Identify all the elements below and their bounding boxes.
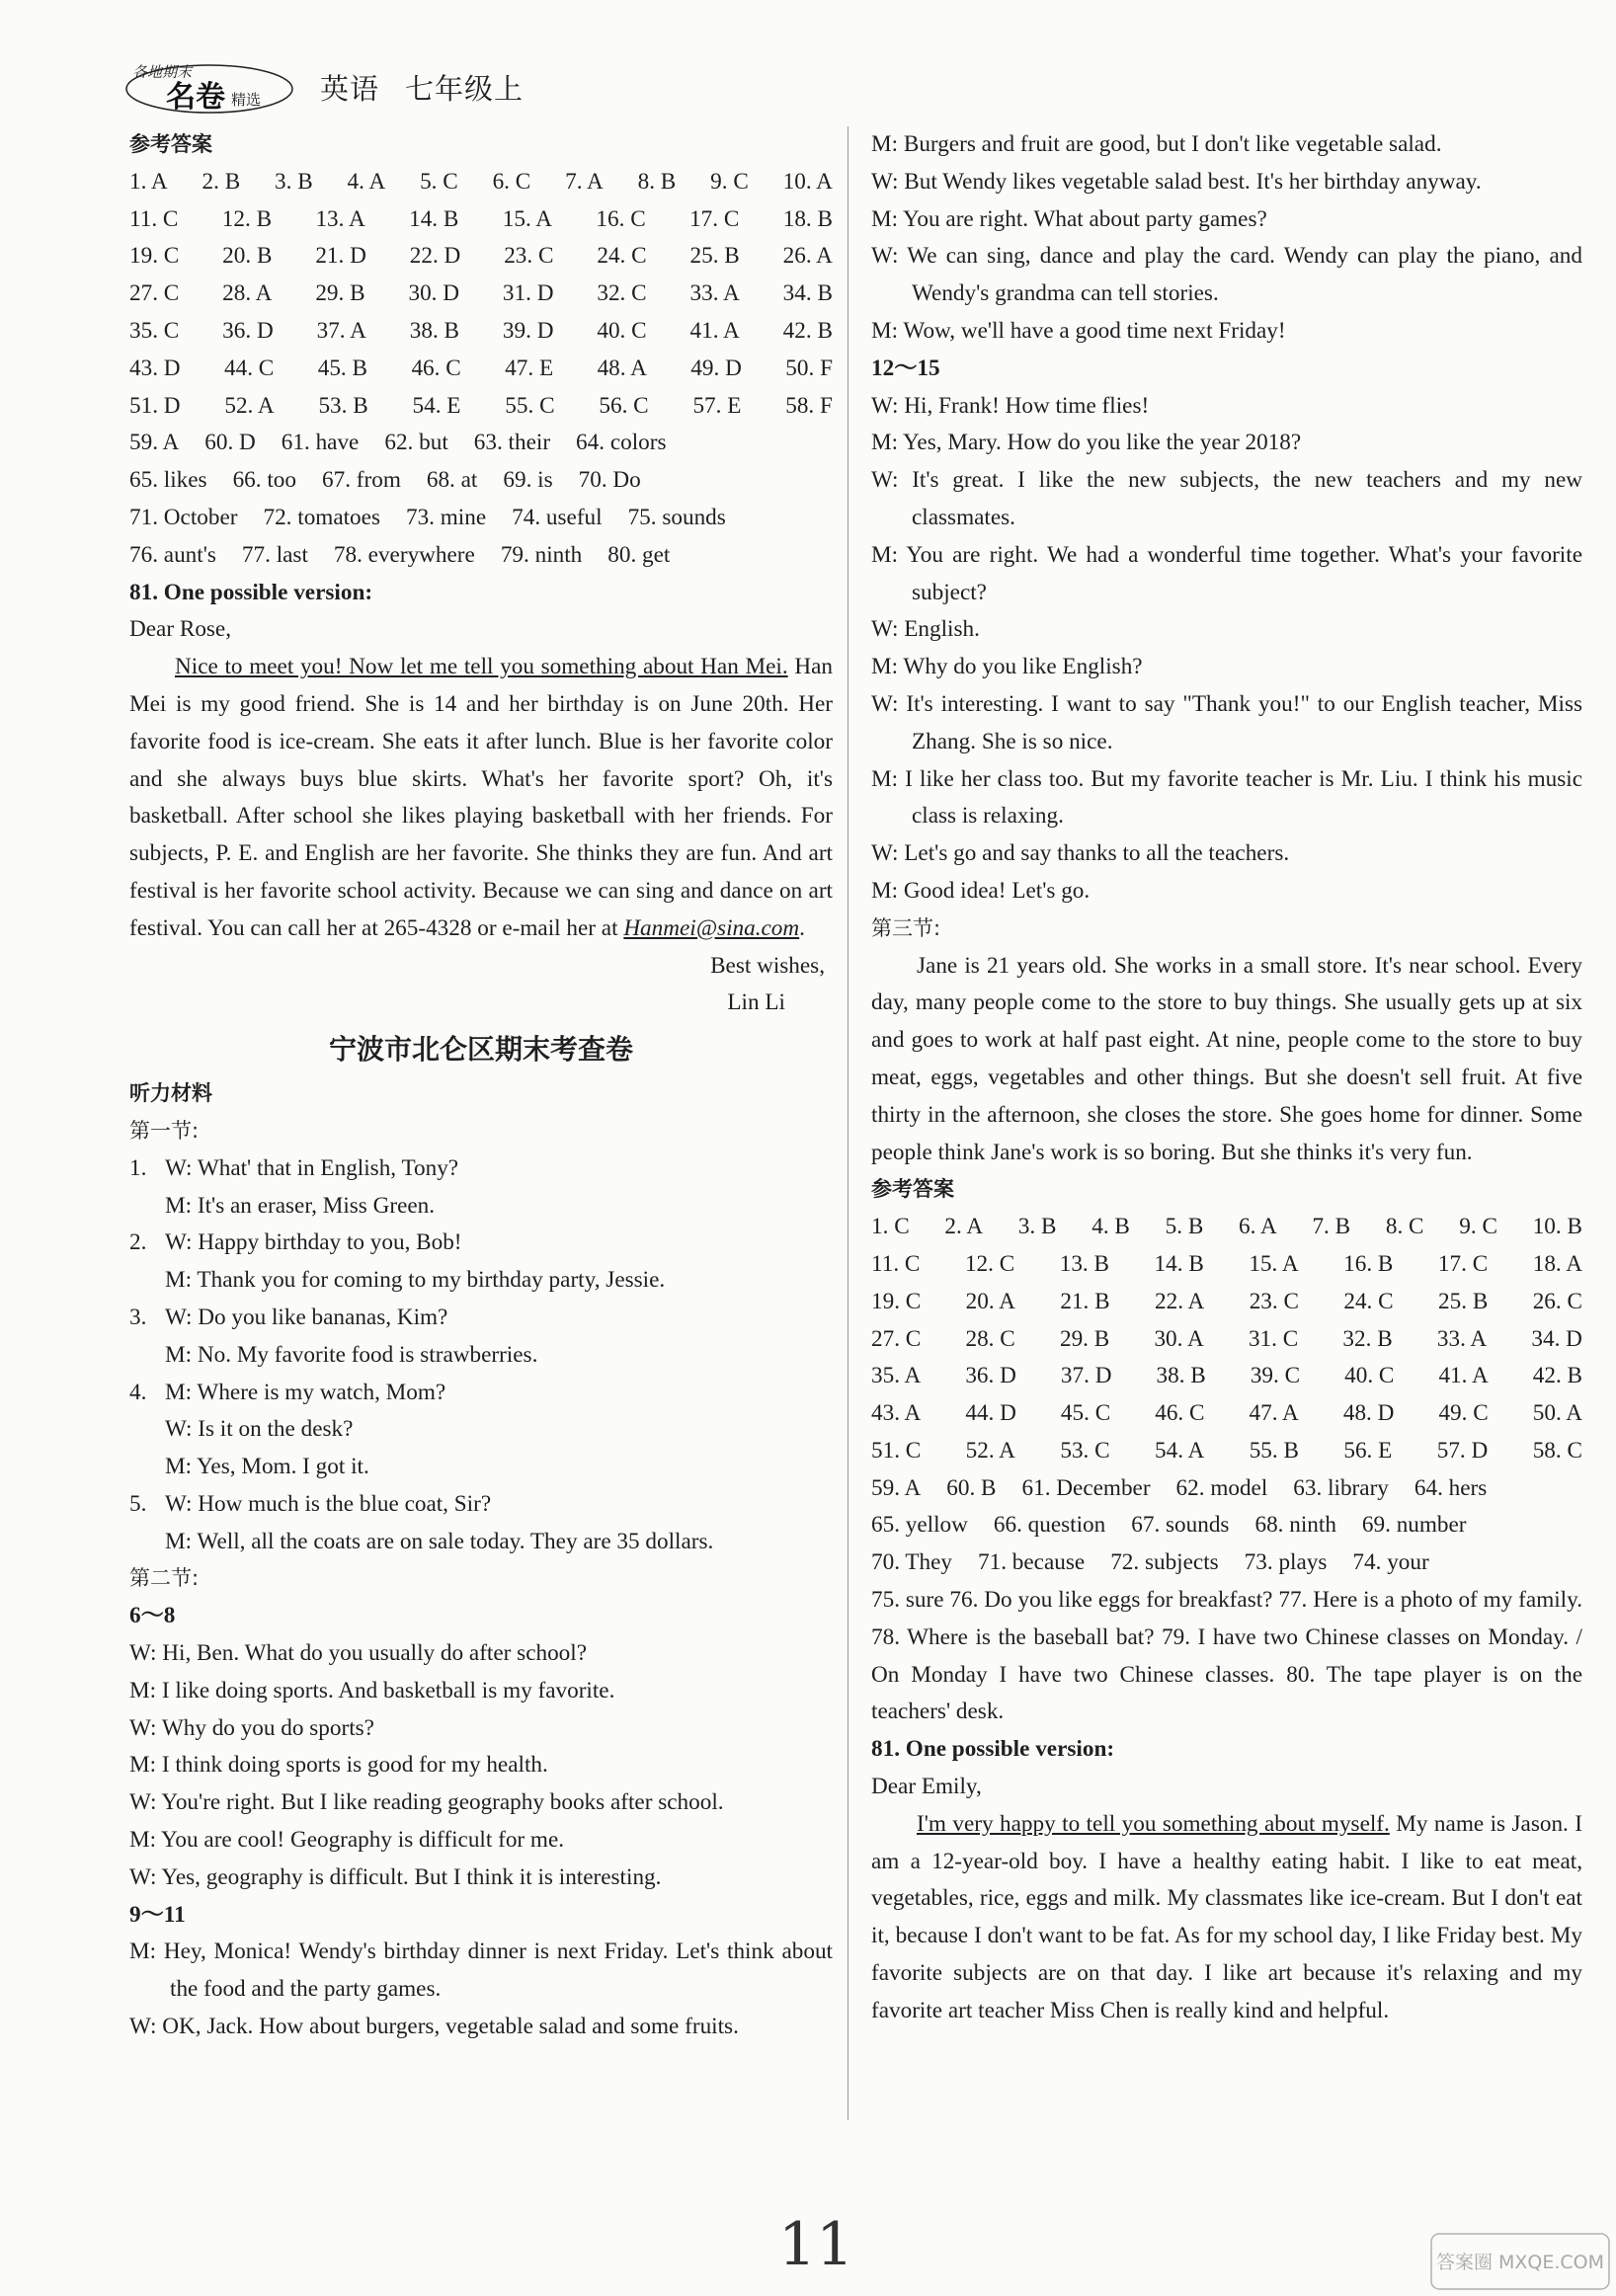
answer-item: 67. sounds bbox=[1131, 1512, 1230, 1539]
answer-row bbox=[871, 1284, 1582, 1321]
item-number: 3. bbox=[129, 1304, 147, 1330]
answer-item: 15. A bbox=[1249, 1250, 1299, 1277]
answer-item: 24. C bbox=[1343, 1288, 1394, 1314]
dialogue-line: W: Yes, geography is difficult. But I think it is interesting. bbox=[129, 1863, 662, 1890]
answer-item: 70. Do bbox=[578, 467, 641, 494]
answer-item: 78. everywhere bbox=[333, 541, 475, 568]
answer-row bbox=[871, 1395, 1582, 1433]
answer-item: 11. C bbox=[129, 205, 179, 232]
dialogue-line: M: I like her class too. But my favorite teacher is Mr. Liu. I think his music class is relaxing. bbox=[871, 765, 1582, 830]
listening-item-line bbox=[129, 1262, 833, 1300]
essay-text-2: My name is Jason. I am a 12-year-old boy. I have a healthy eating habit. I like to eat meat, vegetables, rice, eggs and milk. My classmates like ice-cream. But I don't eat it, because I don't want to be fat. As for my school day, I like Friday best. My favorite subjects are on that day. I like art because it's relaxing and my favorite art teacher Miss Chen is really kind and helpful. bbox=[871, 1810, 1582, 2023]
dialogue-3-label: 12～15 bbox=[871, 355, 940, 381]
answer-item: 57. E bbox=[692, 392, 742, 419]
answer-item: 1. A bbox=[129, 168, 168, 195]
left-column bbox=[129, 126, 833, 2046]
answer-item: 66. question bbox=[993, 1512, 1106, 1539]
answer-item: 39. D bbox=[502, 317, 554, 344]
answer-item: 36. D bbox=[222, 317, 274, 344]
answer-item: 4. A bbox=[347, 168, 386, 195]
answer-item: 12. B bbox=[221, 205, 273, 232]
answer-item: 51. C bbox=[871, 1437, 922, 1464]
answer-row bbox=[129, 462, 833, 500]
answer-item: 42. B bbox=[782, 317, 833, 344]
answer-item: 40. C bbox=[1344, 1363, 1395, 1389]
answer-item: 20. A bbox=[965, 1288, 1015, 1314]
section-3-label: 第三节: bbox=[871, 915, 941, 940]
answer-item: 52. A bbox=[965, 1437, 1015, 1464]
email-link[interactable] bbox=[623, 915, 799, 941]
dialogue-line: W: It's great. I like the new subjects, the new teachers and my new classmates. bbox=[871, 467, 1582, 530]
listening-item-line bbox=[129, 1524, 833, 1561]
listening-item-line bbox=[129, 1337, 833, 1375]
answer-item: 22. A bbox=[1155, 1288, 1205, 1314]
item-number: 5. bbox=[129, 1490, 147, 1517]
answer-item: 19. C bbox=[871, 1288, 922, 1314]
item-number: 2. bbox=[129, 1229, 147, 1256]
dialogue-line: M: Good idea! Let's go. bbox=[871, 877, 1091, 904]
answer-item: 58. F bbox=[785, 392, 833, 419]
answer-item: 14. B bbox=[1154, 1250, 1204, 1277]
answer-item: 33. A bbox=[689, 280, 740, 307]
listening-item-line bbox=[129, 1486, 833, 1524]
answer-item: 80. get bbox=[607, 541, 671, 568]
essay-body bbox=[129, 649, 833, 947]
dialogue-line: M: Why do you like English? bbox=[871, 654, 1143, 680]
answer-item: 8. B bbox=[637, 168, 677, 195]
answers-tail: 75. sure 76. Do you like eggs for breakfast? 77. Here is a photo of my family. 78. Where is the baseball bat? 79. I have two Chinese classes on Monday. / On Monday I have two Chinese classes. 80. The tape player is on the teachers' desk. bbox=[871, 1587, 1582, 1725]
dialogue-2 bbox=[129, 1934, 833, 2045]
answers-title: 参考答案 bbox=[129, 132, 212, 156]
answer-item: 75. sounds bbox=[627, 504, 726, 530]
answer-item: 4. B bbox=[1091, 1214, 1130, 1240]
answer-item: 18. A bbox=[1532, 1250, 1582, 1277]
answer-item: 60. B bbox=[946, 1474, 997, 1501]
answer-item: 53. B bbox=[318, 392, 368, 419]
answer-item: 36. D bbox=[965, 1363, 1016, 1389]
item-text: W: Do you like bananas, Kim? bbox=[165, 1304, 448, 1330]
essay-greeting-2: Dear Emily, bbox=[871, 1774, 982, 1800]
answer-item: 31. C bbox=[1248, 1325, 1299, 1352]
answer-item: 47. A bbox=[1249, 1400, 1299, 1427]
answer-row bbox=[871, 1321, 1582, 1359]
answer-item: 23. C bbox=[1249, 1288, 1299, 1314]
answer-item: 56. E bbox=[1343, 1437, 1393, 1464]
answer-row bbox=[871, 1209, 1582, 1246]
listening-item-line bbox=[129, 1225, 833, 1262]
closing: Best wishes, bbox=[710, 952, 825, 979]
dialogue-line: M: Yes, Mary. How do you like the year 2018? bbox=[871, 430, 1302, 456]
answer-item: 76. aunt's bbox=[129, 541, 216, 568]
dialogue-1 bbox=[129, 1635, 833, 1897]
dialogue-line: W: Hi, Ben. What do you usually do after school? bbox=[129, 1640, 588, 1667]
item-text: M: Thank you for coming to my birthday party, Jessie. bbox=[165, 1267, 666, 1294]
dialogue-line: M: You are right. We had a wonderful time together. What's your favorite subject? bbox=[871, 541, 1582, 605]
answer-item: 34. B bbox=[782, 280, 833, 307]
answer-item: 41. A bbox=[1438, 1363, 1489, 1389]
answer-item: 59. A bbox=[871, 1474, 922, 1501]
answer-item: 48. D bbox=[1342, 1400, 1395, 1427]
answer-item: 20. B bbox=[222, 243, 273, 270]
answer-row bbox=[129, 351, 833, 388]
dialogue-line: M: You are cool! Geography is difficult for me. bbox=[129, 1827, 565, 1854]
answer-item: 70. They bbox=[871, 1549, 953, 1576]
answer-item: 35. A bbox=[871, 1363, 922, 1389]
answer-grid-2 bbox=[871, 1209, 1582, 1582]
answer-item: 54. A bbox=[1155, 1437, 1205, 1464]
answer-item: 63. library bbox=[1293, 1474, 1389, 1501]
answer-item: 21. B bbox=[1060, 1288, 1110, 1314]
listening-label: 听力材料 bbox=[129, 1081, 212, 1106]
answer-row bbox=[129, 238, 833, 276]
dialogue-line: W: Hi, Frank! How time flies! bbox=[871, 392, 1150, 419]
answer-item: 71. because bbox=[978, 1549, 1086, 1576]
answer-item: 53. C bbox=[1060, 1437, 1110, 1464]
answers-title-2: 参考答案 bbox=[871, 1177, 954, 1202]
answer-item: 44. D bbox=[965, 1400, 1016, 1427]
answer-item: 17. C bbox=[689, 205, 740, 232]
answer-item: 54. E bbox=[412, 392, 461, 419]
answer-item: 69. number bbox=[1361, 1512, 1467, 1539]
answer-item: 50. F bbox=[785, 355, 833, 381]
essay-opening: Nice to meet you! Now let me tell you something about Han Mei. bbox=[175, 654, 788, 680]
answer-item: 5. B bbox=[1165, 1214, 1204, 1240]
answer-item: 2. A bbox=[944, 1214, 984, 1240]
answer-item: 73. plays bbox=[1244, 1549, 1328, 1576]
item-text: W: What' that in English, Tony? bbox=[165, 1154, 459, 1181]
answer-item: 42. B bbox=[1532, 1363, 1582, 1389]
essay-opening-2: I'm very happy to tell you something about myself. bbox=[917, 1810, 1390, 1837]
answer-item: 7. A bbox=[565, 168, 604, 195]
answer-item: 60. D bbox=[204, 430, 256, 456]
answer-item: 73. mine bbox=[405, 504, 487, 530]
answer-item: 1. C bbox=[871, 1214, 910, 1240]
answer-item: 39. C bbox=[1250, 1363, 1301, 1389]
dialogue-1-label: 6～8 bbox=[129, 1603, 176, 1629]
answer-row bbox=[129, 276, 833, 313]
essay-greeting: Dear Rose, bbox=[129, 616, 232, 643]
item-text: W: How much is the blue coat, Sir? bbox=[165, 1490, 492, 1517]
listening-item-line bbox=[129, 1188, 833, 1226]
dialogue-line: W: You're right. But I like reading geography books after school. bbox=[129, 1789, 724, 1816]
answer-item: 59. A bbox=[129, 430, 180, 456]
answer-item: 63. their bbox=[473, 430, 551, 456]
answer-row bbox=[129, 313, 833, 351]
answer-item: 57. D bbox=[1436, 1437, 1489, 1464]
answer-item: 28. A bbox=[222, 280, 273, 307]
series-logo bbox=[124, 59, 294, 115]
logo-main-text: 名卷 bbox=[166, 80, 225, 115]
answer-item: 16. B bbox=[1343, 1250, 1394, 1277]
dialogue-line: W: English. bbox=[871, 616, 980, 643]
answer-row bbox=[871, 1470, 1582, 1508]
answer-row bbox=[871, 1246, 1582, 1284]
answer-item: 9. C bbox=[710, 168, 749, 195]
answer-item: 71. October bbox=[129, 504, 238, 530]
section-1-items bbox=[129, 1150, 833, 1561]
answer-row bbox=[129, 500, 833, 537]
answer-item: 18. B bbox=[782, 205, 833, 232]
answer-item: 65. yellow bbox=[871, 1512, 968, 1539]
answer-row bbox=[129, 164, 833, 201]
listening-item-line bbox=[129, 1411, 833, 1449]
answer-grid bbox=[129, 164, 833, 575]
answer-item: 26. C bbox=[1532, 1288, 1582, 1314]
item-text: M: It's an eraser, Miss Green. bbox=[165, 1192, 436, 1219]
dialogue-3 bbox=[871, 388, 1582, 910]
answer-item: 56. C bbox=[599, 392, 649, 419]
answer-row bbox=[871, 1544, 1582, 1582]
item-text: M: Where is my watch, Mom? bbox=[165, 1379, 446, 1405]
answer-item: 40. C bbox=[597, 317, 647, 344]
answer-item: 6. A bbox=[1239, 1214, 1277, 1240]
answer-item: 13. B bbox=[1059, 1250, 1109, 1277]
answer-item: 10. A bbox=[782, 168, 833, 195]
answer-item: 15. A bbox=[502, 205, 553, 232]
dialogue-line: M: I think doing sports is good for my health. bbox=[129, 1752, 548, 1779]
answer-item: 23. C bbox=[504, 243, 554, 270]
item-text: W: Is it on the desk? bbox=[165, 1416, 354, 1443]
listening-passage: Jane is 21 years old. She works in a small store. It's near school. Every day, many people come to the store to buy things. She usually gets up at six and goes to work at half past eight. At nine, people come to the store to buy meat, eggs, vegetables and other things. But she doesn't sell fruit. At five thirty in the afternoon, she closes the store. She goes home for dinner. Some people think Jane's work is so boring. But she thinks it's very fun. bbox=[871, 952, 1582, 1165]
answer-item: 45. B bbox=[317, 355, 367, 381]
answer-item: 27. C bbox=[129, 280, 180, 307]
answer-item: 26. A bbox=[782, 243, 833, 270]
answer-item: 43. D bbox=[129, 355, 181, 381]
answer-item: 19. C bbox=[129, 243, 180, 270]
answer-item: 38. B bbox=[409, 317, 459, 344]
answer-item: 27. C bbox=[871, 1325, 922, 1352]
answer-item: 35. C bbox=[129, 317, 180, 344]
answer-item: 46. C bbox=[411, 355, 461, 381]
logo-sub-text: 精选 bbox=[231, 91, 262, 109]
answer-item: 51. D bbox=[129, 392, 181, 419]
grade-label: 七年级上 bbox=[405, 71, 525, 106]
watermark-text: 答案圈 MXQE.COM bbox=[1435, 2252, 1605, 2273]
dialogue-line: W: OK, Jack. How about burgers, vegetable salad and some fruits. bbox=[129, 2014, 739, 2040]
answer-item: 32. B bbox=[1342, 1325, 1393, 1352]
dialogue-line: W: Let's go and say thanks to all the teachers. bbox=[871, 840, 1290, 867]
answer-row bbox=[871, 1358, 1582, 1395]
answer-item: 29. B bbox=[315, 280, 365, 307]
item-number: 4. bbox=[129, 1379, 147, 1405]
answer-row bbox=[129, 388, 833, 426]
listening-item-line bbox=[129, 1375, 833, 1412]
answer-item: 55. B bbox=[1249, 1437, 1299, 1464]
answer-item: 41. A bbox=[689, 317, 740, 344]
answer-item: 25. B bbox=[1438, 1288, 1489, 1314]
answer-item: 17. C bbox=[1437, 1250, 1489, 1277]
item-text: M: Well, all the coats are on sale today. They are 35 dollars. bbox=[165, 1528, 714, 1554]
email-text: Hanmei@sina.com bbox=[623, 914, 800, 941]
answer-item: 64. hers bbox=[1414, 1474, 1488, 1501]
answer-item: 49. C bbox=[1438, 1400, 1489, 1427]
answer-item: 68. at bbox=[426, 467, 478, 494]
answer-item: 37. A bbox=[316, 317, 366, 344]
answer-item: 68. ninth bbox=[1254, 1512, 1336, 1539]
section-1-label: 第一节: bbox=[129, 1118, 200, 1143]
dialogue-line: W: It's interesting. I want to say "Thank you!" to our English teacher, Miss Zhang. She is so nice. bbox=[871, 690, 1582, 754]
answer-item: 43. A bbox=[871, 1400, 922, 1427]
answer-item: 13. A bbox=[315, 205, 365, 232]
answer-item: 9. C bbox=[1459, 1214, 1497, 1240]
answer-item: 58. C bbox=[1532, 1437, 1582, 1464]
dialogue-2-label: 9～11 bbox=[129, 1901, 186, 1928]
answer-item: 25. B bbox=[689, 243, 740, 270]
watermark-logo bbox=[1430, 2233, 1610, 2290]
answer-item: 38. B bbox=[1156, 1363, 1206, 1389]
answer-item: 12. C bbox=[964, 1250, 1015, 1277]
item-text: M: No. My favorite food is strawberries. bbox=[165, 1341, 538, 1368]
dialogue-line: M: I like doing sports. And basketball is my favorite. bbox=[129, 1677, 615, 1703]
answer-item: 62. model bbox=[1175, 1474, 1268, 1501]
answer-item: 14. B bbox=[409, 205, 459, 232]
answer-item: 30. A bbox=[1154, 1325, 1204, 1352]
dialogue-line: M: You are right. What about party games? bbox=[871, 205, 1267, 232]
answer-item: 77. last bbox=[241, 541, 308, 568]
answer-item: 48. A bbox=[597, 355, 647, 381]
answer-item: 50. A bbox=[1532, 1400, 1582, 1427]
item-number: 1. bbox=[129, 1154, 147, 1181]
answer-item: 5. C bbox=[420, 168, 458, 195]
answer-item: 74. your bbox=[1352, 1549, 1429, 1576]
answer-item: 6. C bbox=[492, 168, 531, 195]
answer-item: 16. C bbox=[596, 205, 646, 232]
dialogue-line: M: Burgers and fruit are good, but I don't like vegetable salad. bbox=[871, 131, 1442, 157]
answer-item: 44. C bbox=[224, 355, 275, 381]
logo-top-text: 各地期末 bbox=[132, 63, 193, 81]
item-text: W: Happy birthday to you, Bob! bbox=[165, 1229, 462, 1256]
answer-item: 11. C bbox=[871, 1250, 921, 1277]
answer-item: 3. B bbox=[1017, 1214, 1057, 1240]
answer-item: 49. D bbox=[690, 355, 742, 381]
answer-item: 33. A bbox=[1436, 1325, 1488, 1352]
answer-item: 34. D bbox=[1531, 1325, 1582, 1352]
exam-title: 宁波市北仑区期末考查卷 bbox=[328, 1033, 633, 1067]
answer-item: 7. B bbox=[1312, 1214, 1351, 1240]
answer-row bbox=[129, 201, 833, 239]
answer-item: 52. A bbox=[224, 392, 275, 419]
right-column bbox=[871, 126, 1582, 2030]
listening-item-line bbox=[129, 1300, 833, 1337]
answer-item: 55. C bbox=[505, 392, 555, 419]
answer-row bbox=[129, 425, 833, 462]
dialogue-line: W: But Wendy likes vegetable salad best. It's her birthday anyway. bbox=[871, 168, 1482, 195]
email-end: . bbox=[799, 914, 805, 941]
item-text: M: Yes, Mom. I got it. bbox=[165, 1454, 369, 1480]
answer-item: 72. subjects bbox=[1110, 1549, 1219, 1576]
answer-row bbox=[871, 1507, 1582, 1544]
answer-item: 61. December bbox=[1021, 1474, 1151, 1501]
answer-item: 45. C bbox=[1060, 1400, 1111, 1427]
answer-item: 24. C bbox=[597, 243, 647, 270]
answer-item: 66. too bbox=[232, 467, 296, 494]
answer-item: 46. C bbox=[1155, 1400, 1205, 1427]
listening-item-line bbox=[129, 1150, 833, 1188]
answer-item: 3. B bbox=[275, 168, 313, 195]
answer-item: 21. D bbox=[315, 243, 366, 270]
answer-item: 62. but bbox=[384, 430, 448, 456]
answer-row bbox=[129, 537, 833, 575]
section-2-label: 第二节: bbox=[129, 1566, 200, 1591]
essay-text: Han Mei is my good friend. She is 14 and her birthday is on June 20th. Her favorite food is ice-cream. She eats it after lunch. Blue is her favorite color and she always buys blue skirts. What's her favorite sport? Oh, it's basketball. After school she likes playing basketball with her friends. For subjects, P. E. and English are her favorite. She thinks they are fun. And art festival is her favorite school activity. Because we can sing and dance on art festival. You can call her at 265-4328 or e-mail her at bbox=[129, 654, 834, 941]
dialogue-line: W: Why do you do sports? bbox=[129, 1714, 374, 1741]
dialogue-line: M: Wow, we'll have a good time next Friday! bbox=[871, 317, 1286, 344]
page-number: 11 bbox=[778, 2210, 854, 2279]
answer-item: 30. D bbox=[408, 280, 459, 307]
answer-item: 67. from bbox=[322, 467, 401, 494]
answer-item: 72. tomatoes bbox=[263, 504, 380, 530]
answer-item: 74. useful bbox=[512, 504, 603, 530]
essay-label-2: 81. One possible version: bbox=[871, 1736, 1115, 1763]
answer-item: 61. have bbox=[281, 430, 360, 456]
answer-item: 28. C bbox=[965, 1325, 1015, 1352]
answer-item: 69. is bbox=[503, 467, 553, 494]
dialogue-line: M: Hey, Monica! Wendy's birthday dinner is next Friday. Let's think about the food and the party games. bbox=[129, 1939, 833, 2003]
signature: Lin Li bbox=[727, 990, 785, 1016]
answer-item: 47. E bbox=[505, 355, 554, 381]
page-header bbox=[124, 59, 524, 115]
answer-item: 31. D bbox=[502, 280, 554, 307]
listening-item-line bbox=[129, 1449, 833, 1486]
answer-item: 2. B bbox=[202, 168, 241, 195]
answer-item: 79. ninth bbox=[500, 541, 583, 568]
answer-item: 10. B bbox=[1532, 1214, 1582, 1240]
essay-label: 81. One possible version: bbox=[129, 579, 373, 605]
answer-item: 64. colors bbox=[576, 430, 667, 456]
dialogue-2-continued bbox=[871, 126, 1582, 351]
answer-row bbox=[871, 1433, 1582, 1470]
subject-label: 英语 bbox=[320, 71, 380, 106]
answer-item: 22. D bbox=[409, 243, 461, 270]
answer-item: 29. B bbox=[1059, 1325, 1110, 1352]
answer-item: 32. C bbox=[597, 280, 647, 307]
dialogue-line: W: We can sing, dance and play the card. Wendy can play the piano, and Wendy's grandma can tell stories. bbox=[871, 243, 1582, 307]
answer-item: 8. C bbox=[1385, 1214, 1424, 1240]
answer-item: 65. likes bbox=[129, 467, 207, 494]
answer-item: 37. D bbox=[1060, 1363, 1112, 1389]
essay-body-2 bbox=[871, 1806, 1582, 2030]
